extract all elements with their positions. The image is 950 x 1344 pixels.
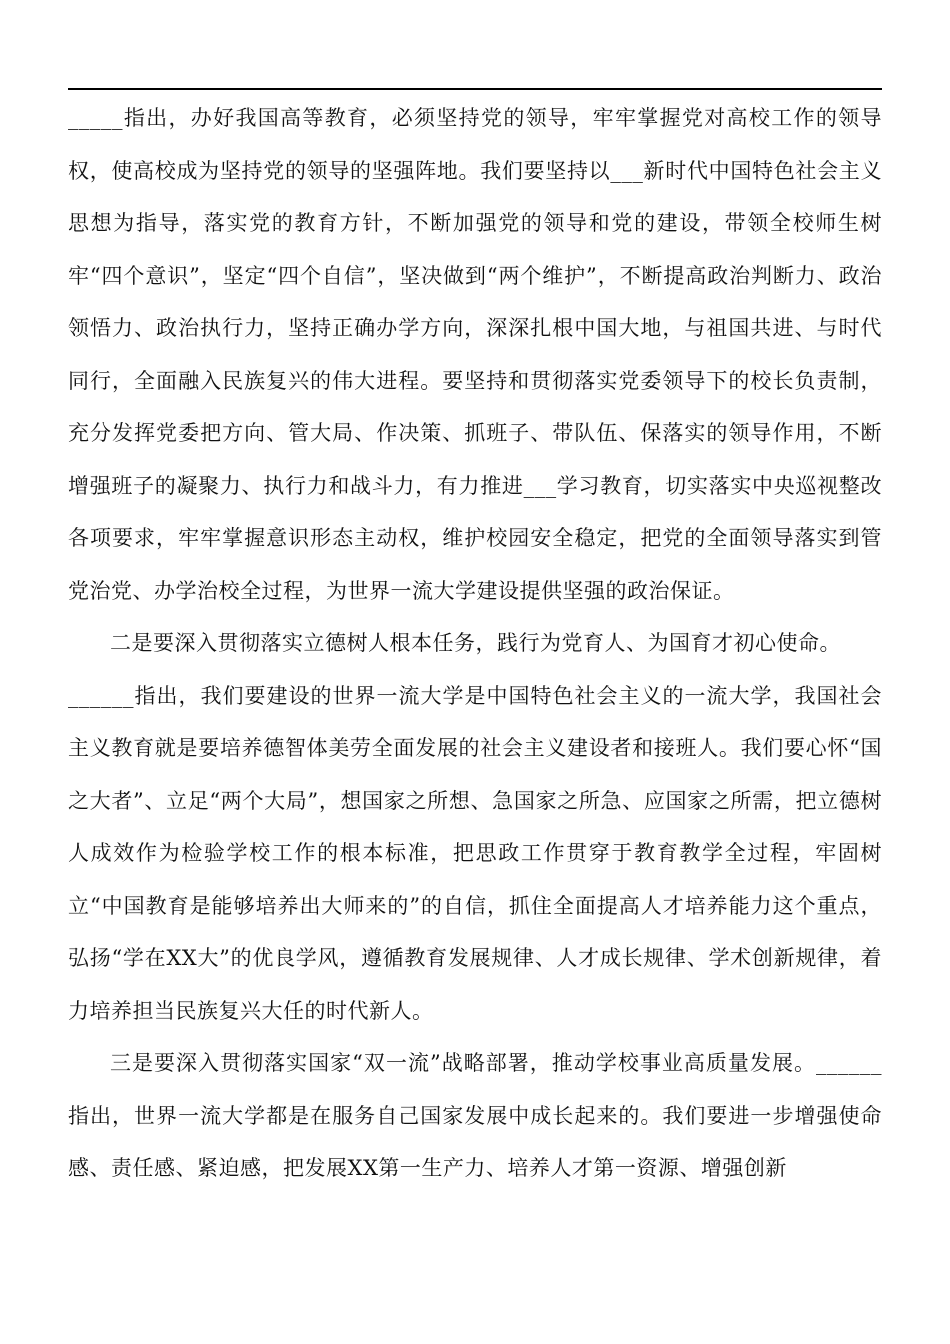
header-rule <box>68 88 882 90</box>
document-body <box>68 92 882 1195</box>
paragraph-party-leadership: _____指出，办好我国高等教育，必须坚持党的领导，牢牢掌握党对高校工作的领导权，使高校成为坚持党的领导的坚强阵地。我们要坚持以___新时代中国特色社会主义思想为指导，落实党的教育方针，不断加强党的领导和党的建设，带领全校师生树牢“四个意识”，坚定“四个自信”，坚决做到“两个维护”，不断提高政治判断力、政治领悟力、政治执行力，坚持正确办学方向，深深扎根中国大地，与祖国共进、与时代同行，全面融入民族复兴的伟大进程。要坚持和贯彻落实党委领导下的校长负责制，充分发挥党委把方向、管大局、作决策、抓班子、带队伍、保落实的领导作用，不断增强班子的凝聚力、执行力和战斗力，有力推进___学习教育，切实落实中央巡视整改各项要求，牢牢掌握意识形态主动权，维护校园安全稳定，把党的全面领导落实到管党治党、办学治校全过程，为世界一流大学建设提供坚强的政治保证。 <box>68 106 882 603</box>
paragraph-heading-three: 三是要深入贯彻落实国家“双一流”战略部署，推动学校事业高质量发展。______指出，世界一流大学都是在服务自己国家发展中成长起来的。我们要进一步增强使命感、责任感、紧迫感，把发展XX第一生产力、培养人才第一资源、增强创新 <box>68 1051 882 1180</box>
paragraph-world-class-university: ______指出，我们要建设的世界一流大学是中国特色社会主义的一流大学，我国社会主义教育就是要培养德智体美劳全面发展的社会主义建设者和接班人。我们要心怀“国之大者”、立足“两个大局”，想国家之所想、急国家之所急、应国家之所需，把立德树人成效作为检验学校工作的根本标准，把思政工作贯穿于教育教学全过程，牢固树立“中国教育是能够培养出大师来的”的自信，抓住全面提高人才培养能力这个重点，弘扬“学在XX大”的优良学风，遵循教育发展规律、人才成长规律、学术创新规律，着力培养担当民族复兴大任的时代新人。 <box>68 683 882 1023</box>
paragraph-heading-two: 二是要深入贯彻落实立德树人根本任务，践行为党育人、为国育才初心使命。 <box>110 631 841 655</box>
